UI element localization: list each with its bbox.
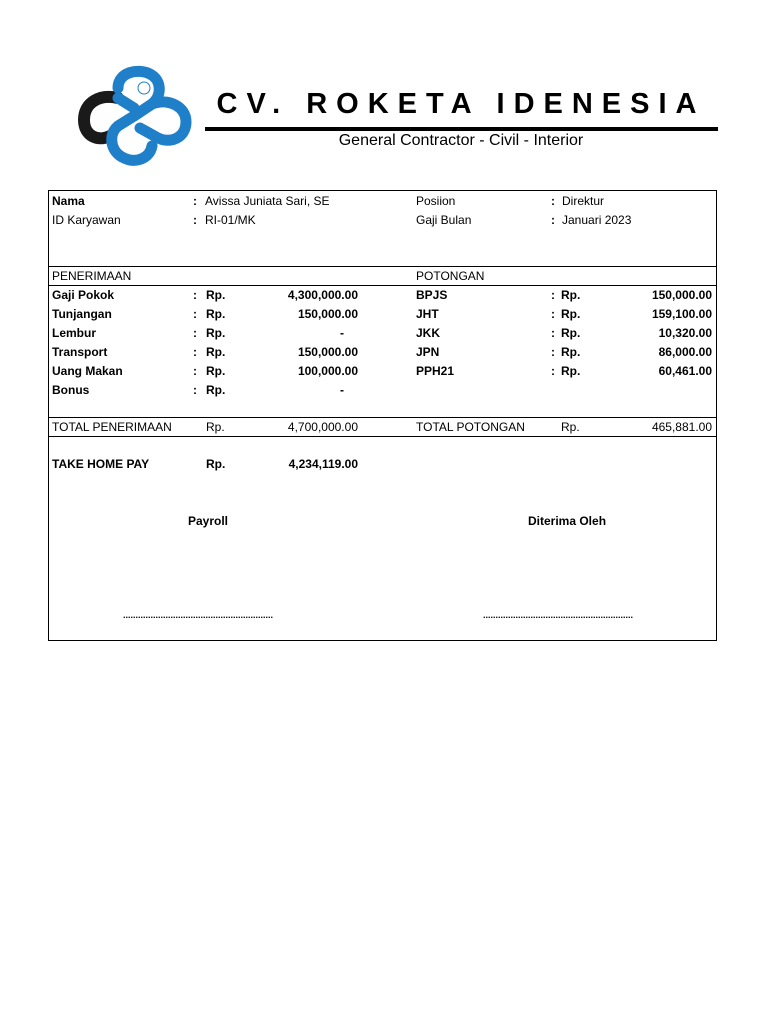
earnings-heading: PENERIMAAN: [52, 269, 132, 283]
currency: Rp.: [206, 457, 226, 471]
name-label: Nama: [52, 194, 85, 208]
divider: [49, 285, 716, 286]
currency: Rp.: [206, 345, 226, 359]
currency: Rp.: [206, 420, 225, 434]
take-home-amount: 4,234,119.00: [288, 457, 358, 471]
earnings-amount: -: [340, 326, 344, 340]
header-rule: [205, 127, 718, 131]
separator: :: [551, 307, 555, 321]
month-label: Gaji Bulan: [416, 213, 472, 227]
separator: :: [193, 364, 197, 378]
separator: :: [551, 345, 555, 359]
separator: :: [551, 364, 555, 378]
received-signature-line: ............................................................: [483, 610, 634, 620]
received-by-label: Diterima Oleh: [528, 514, 607, 528]
deductions-label: JPN: [416, 345, 440, 359]
total-earnings-amount: 4,700,000.00: [287, 420, 358, 434]
company-tagline: General Contractor - Civil - Interior: [338, 132, 584, 149]
separator: :: [193, 383, 197, 397]
divider: [49, 436, 716, 437]
separator: :: [193, 194, 197, 208]
deductions-heading: POTONGAN: [416, 269, 485, 283]
total-deductions-label: TOTAL POTONGAN: [416, 420, 525, 434]
earnings-label: Tunjangan: [52, 307, 112, 321]
month-value: Januari 2023: [562, 213, 632, 227]
currency: Rp.: [561, 326, 581, 340]
separator: :: [193, 213, 197, 227]
payslip: [48, 190, 717, 641]
deductions-amount: 60,461.00: [658, 364, 712, 378]
name-value: Avissa Juniata Sari, SE: [205, 194, 330, 208]
total-earnings-label: TOTAL PENERIMAAN: [52, 420, 172, 434]
currency: Rp.: [206, 307, 226, 321]
separator: :: [193, 326, 197, 340]
earnings-label: Uang Makan: [52, 364, 123, 378]
deductions-label: PPH21: [416, 364, 455, 378]
separator: :: [551, 326, 555, 340]
company-logo: [78, 64, 194, 172]
deductions-label: JKK: [416, 326, 441, 340]
currency: Rp.: [561, 345, 581, 359]
earnings-label: Bonus: [52, 383, 90, 397]
deductions-amount: 150,000.00: [651, 288, 712, 302]
total-deductions-amount: 465,881.00: [651, 420, 712, 434]
deductions-amount: 10,320.00: [658, 326, 712, 340]
deductions-label: BPJS: [416, 288, 448, 302]
separator: :: [193, 288, 197, 302]
earnings-amount: 150,000.00: [297, 345, 358, 359]
currency: Rp.: [206, 364, 226, 378]
separator: :: [551, 194, 555, 208]
separator: :: [193, 307, 197, 321]
divider: [49, 417, 716, 418]
deductions-amount: 86,000.00: [658, 345, 712, 359]
currency: Rp.: [206, 326, 226, 340]
deductions-amount: 159,100.00: [651, 307, 712, 321]
currency: Rp.: [561, 288, 581, 302]
earnings-amount: 150,000.00: [297, 307, 358, 321]
currency: Rp.: [561, 420, 580, 434]
earnings-label: Lembur: [52, 326, 97, 340]
earnings-label: Transport: [52, 345, 108, 359]
separator: :: [193, 345, 197, 359]
id-label: ID Karyawan: [52, 213, 121, 227]
payroll-signature-line: ............................................................: [123, 610, 274, 620]
earnings-label: Gaji Pokok: [52, 288, 115, 302]
divider: [49, 266, 716, 267]
deductions-label: JHT: [416, 307, 439, 321]
earnings-amount: -: [340, 383, 344, 397]
separator: :: [551, 288, 555, 302]
currency: Rp.: [561, 364, 581, 378]
take-home-label: TAKE HOME PAY: [52, 457, 150, 471]
earnings-amount: 4,300,000.00: [287, 288, 358, 302]
currency: Rp.: [206, 288, 226, 302]
currency: Rp.: [561, 307, 581, 321]
position-value: Direktur: [562, 194, 605, 208]
earnings-amount: 100,000.00: [297, 364, 358, 378]
position-label: Posiion: [416, 194, 456, 208]
payroll-label: Payroll: [188, 514, 229, 528]
separator: :: [551, 213, 555, 227]
id-value: RI-01/MK: [205, 213, 256, 227]
currency: Rp.: [206, 383, 226, 397]
company-name: CV. ROKETA IDENESIA: [216, 88, 706, 120]
